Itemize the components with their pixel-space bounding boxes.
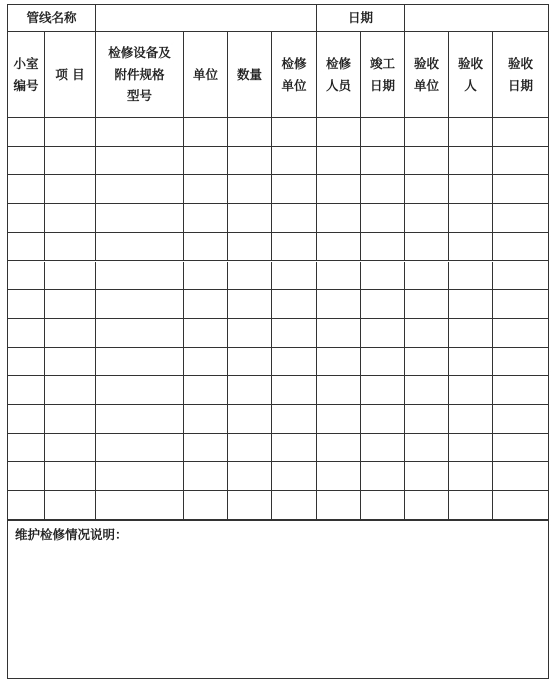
table-cell[interactable] — [96, 175, 184, 204]
table-cell[interactable] — [45, 204, 96, 233]
table-cell[interactable] — [228, 434, 272, 463]
table-cell[interactable] — [449, 348, 493, 377]
table-cell[interactable] — [7, 434, 45, 463]
table-cell[interactable] — [96, 376, 184, 405]
table-cell[interactable] — [7, 319, 45, 348]
table-cell[interactable] — [405, 147, 449, 176]
table-cell[interactable] — [493, 348, 549, 377]
table-cell[interactable] — [45, 434, 96, 463]
table-cell[interactable] — [45, 118, 96, 147]
table-cell[interactable] — [449, 118, 493, 147]
table-cell[interactable] — [361, 118, 405, 147]
table-cell[interactable] — [493, 491, 549, 520]
table-cell[interactable] — [317, 233, 361, 262]
table-cell[interactable] — [45, 462, 96, 491]
table-cell[interactable] — [317, 290, 361, 319]
table-cell[interactable] — [272, 348, 317, 377]
table-cell[interactable] — [361, 348, 405, 377]
table-cell[interactable] — [184, 233, 228, 262]
table-cell[interactable] — [449, 290, 493, 319]
table-cell[interactable] — [405, 262, 449, 291]
table-cell[interactable] — [184, 376, 228, 405]
table-cell[interactable] — [45, 233, 96, 262]
table-cell[interactable] — [449, 147, 493, 176]
table-cell[interactable] — [228, 491, 272, 520]
table-cell[interactable] — [361, 491, 405, 520]
column-header-2: 项 目 — [45, 32, 96, 118]
table-cell[interactable] — [317, 147, 361, 176]
table-cell[interactable] — [184, 319, 228, 348]
column-header-10: 验收 人 — [449, 32, 493, 118]
table-cell[interactable] — [272, 491, 317, 520]
table-cell[interactable] — [184, 262, 228, 291]
table-cell[interactable] — [96, 491, 184, 520]
table-cell[interactable] — [272, 175, 317, 204]
table-cell[interactable] — [228, 118, 272, 147]
table-cell[interactable] — [7, 376, 45, 405]
table-cell[interactable] — [96, 262, 184, 291]
table-cell[interactable] — [184, 405, 228, 434]
table-cell[interactable] — [184, 147, 228, 176]
table-cell[interactable] — [405, 348, 449, 377]
table-cell[interactable] — [272, 405, 317, 434]
table-cell[interactable] — [272, 233, 317, 262]
table-cell[interactable] — [493, 405, 549, 434]
table-cell[interactable] — [228, 319, 272, 348]
column-header-6: 检修 单位 — [272, 32, 317, 118]
table-cell[interactable] — [7, 175, 45, 204]
table-cell[interactable] — [449, 376, 493, 405]
table-cell[interactable] — [361, 262, 405, 291]
table-cell[interactable] — [405, 290, 449, 319]
table-cell[interactable] — [317, 118, 361, 147]
table-cell[interactable] — [228, 405, 272, 434]
table-cell[interactable] — [45, 175, 96, 204]
table-cell[interactable] — [228, 462, 272, 491]
pipeline-name-field[interactable] — [96, 4, 317, 32]
table-cell[interactable] — [317, 319, 361, 348]
table-cell[interactable] — [493, 319, 549, 348]
table-cell[interactable] — [317, 405, 361, 434]
table-cell[interactable] — [272, 262, 317, 291]
table-cell[interactable] — [405, 376, 449, 405]
table-cell[interactable] — [45, 348, 96, 377]
table-cell[interactable] — [7, 491, 45, 520]
table-cell[interactable] — [405, 434, 449, 463]
table-cell[interactable] — [317, 262, 361, 291]
table-cell[interactable] — [7, 118, 45, 147]
table-cell[interactable] — [361, 204, 405, 233]
table-cell[interactable] — [493, 233, 549, 262]
table-cell[interactable] — [228, 290, 272, 319]
table-cell[interactable] — [317, 434, 361, 463]
table-cell[interactable] — [45, 376, 96, 405]
table-cell[interactable] — [96, 434, 184, 463]
table-cell[interactable] — [272, 376, 317, 405]
table-cell[interactable] — [317, 491, 361, 520]
table-cell[interactable] — [361, 147, 405, 176]
table-cell[interactable] — [272, 204, 317, 233]
table-cell[interactable] — [228, 348, 272, 377]
table-cell[interactable] — [272, 290, 317, 319]
column-header-3: 检修设备及 附件规格 型号 — [96, 32, 184, 118]
table-cell[interactable] — [405, 118, 449, 147]
table-cell[interactable] — [228, 204, 272, 233]
table-cell[interactable] — [361, 175, 405, 204]
table-cell[interactable] — [361, 434, 405, 463]
table-cell[interactable] — [184, 118, 228, 147]
table-cell[interactable] — [45, 147, 96, 176]
table-cell[interactable] — [449, 204, 493, 233]
table-cell[interactable] — [96, 204, 184, 233]
table-cell[interactable] — [449, 262, 493, 291]
column-header-5: 数量 — [228, 32, 272, 118]
table-cell[interactable] — [361, 290, 405, 319]
table-cell[interactable] — [493, 290, 549, 319]
table-cell[interactable] — [228, 233, 272, 262]
table-cell[interactable] — [45, 491, 96, 520]
table-cell[interactable] — [96, 405, 184, 434]
table-cell[interactable] — [7, 405, 45, 434]
table-cell[interactable] — [405, 462, 449, 491]
table-cell[interactable] — [45, 262, 96, 291]
table-cell[interactable] — [7, 462, 45, 491]
table-cell[interactable] — [184, 348, 228, 377]
table-cell[interactable] — [96, 290, 184, 319]
table-cell[interactable] — [449, 233, 493, 262]
table-cell[interactable] — [361, 376, 405, 405]
remarks-area[interactable] — [7, 520, 549, 679]
table-cell[interactable] — [405, 491, 449, 520]
table-cell[interactable] — [317, 204, 361, 233]
table-cell[interactable] — [317, 175, 361, 204]
table-cell[interactable] — [45, 405, 96, 434]
pipeline-name-label: 管线名称 — [7, 4, 96, 32]
table-cell[interactable] — [7, 233, 45, 262]
table-cell[interactable] — [449, 319, 493, 348]
table-cell[interactable] — [96, 233, 184, 262]
table-cell[interactable] — [405, 319, 449, 348]
table-cell[interactable] — [272, 434, 317, 463]
date-field[interactable] — [405, 4, 549, 32]
table-cell[interactable] — [361, 462, 405, 491]
table-cell[interactable] — [272, 147, 317, 176]
table-cell[interactable] — [317, 376, 361, 405]
column-header-9: 验收 单位 — [405, 32, 449, 118]
table-cell[interactable] — [405, 175, 449, 204]
table-cell[interactable] — [493, 462, 549, 491]
table-cell[interactable] — [96, 462, 184, 491]
table-cell[interactable] — [405, 233, 449, 262]
table-cell[interactable] — [317, 462, 361, 491]
table-cell[interactable] — [7, 348, 45, 377]
table-cell[interactable] — [449, 175, 493, 204]
table-cell[interactable] — [493, 376, 549, 405]
table-cell[interactable] — [361, 405, 405, 434]
table-cell[interactable] — [184, 462, 228, 491]
table-cell[interactable] — [184, 204, 228, 233]
column-header-7: 检修 人员 — [317, 32, 361, 118]
table-cell[interactable] — [228, 147, 272, 176]
column-header-8: 竣工 日期 — [361, 32, 405, 118]
column-header-1: 小室 编号 — [7, 32, 45, 118]
table-cell[interactable] — [184, 434, 228, 463]
table-cell[interactable] — [493, 118, 549, 147]
remarks-label: 维护检修情况说明： — [15, 527, 128, 542]
table-cell[interactable] — [228, 262, 272, 291]
table-cell[interactable] — [272, 319, 317, 348]
table-cell[interactable] — [405, 405, 449, 434]
table-cell[interactable] — [272, 462, 317, 491]
table-cell[interactable] — [96, 147, 184, 176]
table-cell[interactable] — [493, 147, 549, 176]
table-cell[interactable] — [449, 491, 493, 520]
table-cell[interactable] — [184, 491, 228, 520]
table-cell[interactable] — [7, 147, 45, 176]
table-cell[interactable] — [184, 175, 228, 204]
column-header-11: 验收 日期 — [493, 32, 549, 118]
table-cell[interactable] — [184, 290, 228, 319]
table-cell[interactable] — [7, 204, 45, 233]
table-cell[interactable] — [493, 262, 549, 291]
date-label: 日期 — [317, 4, 405, 32]
table-cell[interactable] — [96, 348, 184, 377]
table-cell[interactable] — [493, 204, 549, 233]
table-cell[interactable] — [493, 434, 549, 463]
table-cell[interactable] — [361, 233, 405, 262]
column-header-4: 单位 — [184, 32, 228, 118]
table-cell[interactable] — [45, 290, 96, 319]
table-cell[interactable] — [45, 319, 96, 348]
table-cell[interactable] — [228, 175, 272, 204]
table-cell[interactable] — [228, 376, 272, 405]
table-cell[interactable] — [96, 319, 184, 348]
table-cell[interactable] — [7, 290, 45, 319]
table-cell[interactable] — [449, 405, 493, 434]
table-cell[interactable] — [7, 262, 45, 291]
table-cell[interactable] — [405, 204, 449, 233]
table-cell[interactable] — [96, 118, 184, 147]
table-cell[interactable] — [449, 434, 493, 463]
table-cell[interactable] — [493, 175, 549, 204]
table-cell[interactable] — [449, 462, 493, 491]
table-cell[interactable] — [317, 348, 361, 377]
table-cell[interactable] — [361, 319, 405, 348]
table-cell[interactable] — [272, 118, 317, 147]
